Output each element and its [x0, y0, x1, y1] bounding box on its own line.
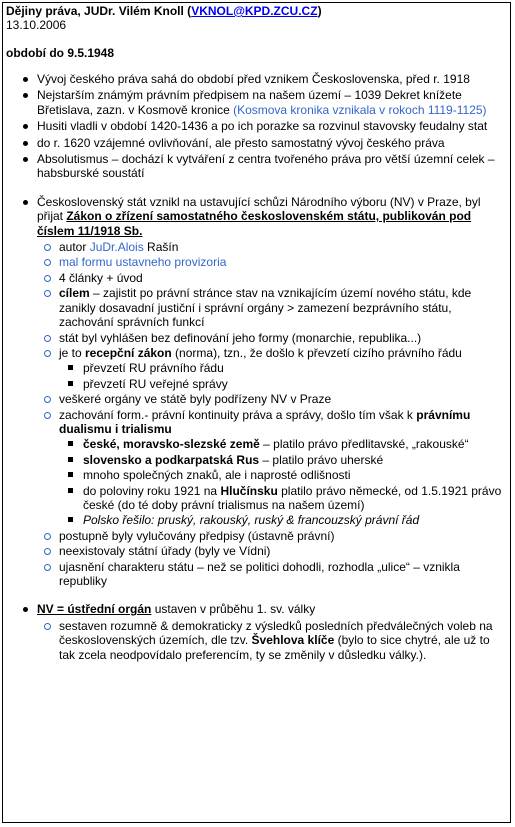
- bullet-list-state: [6, 195, 506, 589]
- document-date: 13.10.2006: [6, 18, 67, 32]
- list-item: převzetí RU právního řádu: [59, 361, 506, 375]
- sublist-nv: [37, 619, 506, 662]
- list-item: Polsko řešilo: pruský, rakouský, ruský & francouzský právní řád: [59, 513, 506, 527]
- list-item: Husiti vladli v období 1420-1436 a po ich porazke sa rozvinul stavovsky feudalny stat: [6, 119, 506, 133]
- list-item: Vývoj českého práva sahá do období před vznikem Československa, před r. 1918: [6, 72, 506, 86]
- document-page: [2, 2, 511, 823]
- document-title: [6, 4, 506, 18]
- sublist-reception: [59, 361, 506, 391]
- author-email-link[interactable]: VKNOL@KPD.ZCU.CZ: [191, 4, 318, 18]
- bullet-list-intro: [6, 72, 506, 181]
- list-item: Absolutismus – dochází k vytváření z centra tvořeného práva pro větší územní celek – habsburské soustátí: [6, 152, 506, 181]
- list-item: mnoho společných znaků, ale i naprosté odlišnosti: [59, 468, 506, 482]
- list-item: do r. 1620 vzájemné ovlivňování, ale přesto samostatný vývoj českého práva: [6, 136, 506, 150]
- title-text: Dějiny práva, JUDr. Vilém Knoll (: [6, 4, 192, 18]
- list-item: neexistovaly státní úřady (byly ve Vídni): [37, 544, 506, 558]
- list-item: do poloviny roku 1921 na Hlučínsku platilo právo německé, od 1.5.1921 právo české (do té doby právní trialismus na našem území): [59, 484, 506, 513]
- law-title: Zákon o zřízení samostatného československém státu, publikován pod číslem 11/1918 Sb.: [37, 209, 472, 238]
- list-item: cílem – zajistit po právní stránce stav na vznikajícím území nového státu, kde zanikly dosavadní justiční i správní orgány > zamezení bezprávního státu, zachování správních funkcí: [37, 286, 506, 329]
- list-item: je to recepční zákon (norma), tzn., že došlo k převzetí cizího právního řádu převzetí RU právního řádu převzetí RU veřejné správy: [37, 346, 506, 391]
- sublist-state: [37, 240, 506, 588]
- list-item: stát byl vyhlášen bez definování jeho formy (monarchie, republika...): [37, 331, 506, 345]
- list-item: zachování form.- právní kontinuity práva a správy, došlo tím však k právnímu dualismu i trialismu české, moravsko-slezské země – platilo právo předlitavské, „rakouské“ slovensko a podkarpatská Rus – platilo právo uherské mnoho společných znaků, ale i naprosté odlišnosti do poloviny roku 1921 na Hlučínsku platilo právo německé, od 1.5.1921 právo české (do té doby právní trialismus na našem území) Polsko řešilo: pruský, rakouský, ruský & francouzský právní řád: [37, 408, 506, 528]
- list-item-nv: NV = ústřední orgán ustaven v průběhu 1. sv. války sestaven rozumně & demokraticky z výsledků posledních předválečných voleb na československých územích, dle tzv. Švehlova klíče (bylo to sice chytré, ale už to tak zcela neodpovídalo preferencím, ty se změnily v důsledku války.).: [6, 602, 506, 662]
- list-item-state: Československý stát vznikl na ustavující schůzi Národního výboru (NV) v Praze, byl přijat Zákon o zřízení samostatného československém státu, publikován pod číslem 11/1918 Sb. autor JuDr.Alois Rašín mal formu ustavneho provizoria 4 články + úvod cílem – zajistit po právní stránce stav na vznikajícím území nového státu, kde zanikly dosavadní justiční i správní orgány > zamezení bezprávního státu, zachování správních funkcí stát byl vyhlášen bez definování jeho formy (monarchie, republika...) je to recepční zákon (norma), tzn., že došlo k převzetí cizího právního řádu převzetí RU právního řádu převzetí RU veřejné správy veškeré orgány ve státě byly podřízeny NV v Praze zachování form.- právní kontinuity práva a správy, došlo tím však k právnímu dualismu i trialismu české, moravsko-slezské země – platilo právo předlitavské, „rakouské“ slovensko a podkarpatská Rus – platilo právo uherské mnoho společných znaků, ale i naprosté odlišnosti do poloviny roku 1921 na Hlučínsku platilo právo německé, od 1.5.1921 právo české (do té doby právní trialismus na našem území) Polsko řešilo: pruský, rakouský, ruský & francouzský právní řád postupně byly vylučovány předpisy (ústavně právní) neexistovaly státní úřady (byly ve Vídni) ujasnění charakteru státu – než se politici dohodli, rozhodla „ulice“ – vznikla republiky: [6, 195, 506, 589]
- title-suffix: ): [317, 4, 322, 18]
- sublist-dualism: [59, 437, 506, 527]
- list-item: postupně byly vylučovány předpisy (ústavně právní): [37, 529, 506, 543]
- list-item: autor JuDr.Alois Rašín: [37, 240, 506, 254]
- list-item: ujasnění charakteru státu – než se politici dohodli, rozhodla „ulice“ – vznikla republiky: [37, 560, 506, 589]
- bullet-list-nv: [6, 602, 506, 662]
- list-item: převzetí RU veřejné správy: [59, 377, 506, 391]
- section-heading: období do 9.5.1948: [6, 46, 115, 60]
- list-item: české, moravsko-slezské země – platilo právo předlitavské, „rakouské“: [59, 437, 506, 451]
- list-item: veškeré orgány ve státě byly podřízeny NV v Praze: [37, 392, 506, 406]
- list-item: slovensko a podkarpatská Rus – platilo právo uherské: [59, 453, 506, 467]
- list-item: mal formu ustavneho provizoria: [37, 255, 506, 269]
- list-item: sestaven rozumně & demokraticky z výsledků posledních předválečných voleb na československých územích, dle tzv. Švehlova klíče (bylo to sice chytré, ale už to tak zcela neodpovídalo preferencím, ty se změnily v důsledku války.).: [37, 619, 506, 662]
- list-item: Nejstarším známým právním předpisem na našem území – 1039 Dekret knížete Břetislava, zazn. v Kosmově kronice (Kosmova kronika vznikala v rokoch 1119-1125): [6, 88, 506, 117]
- list-item: 4 články + úvod: [37, 271, 506, 285]
